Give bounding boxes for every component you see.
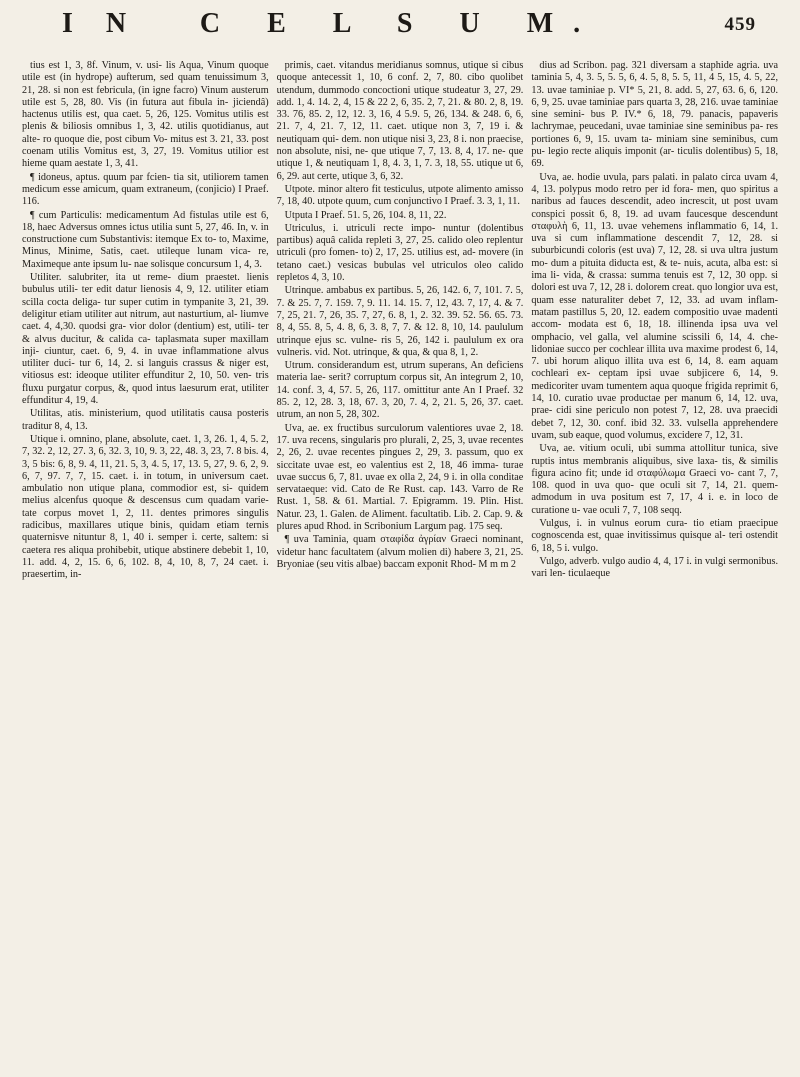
page-number: 459	[724, 14, 756, 35]
entry-paragraph: tius est 1, 3, 8f. Vinum, v. usi- lis Aqua, Vinum quoque utile est (in hydrope) aufterum, sed quam tenuissimum 3, 21, 28. si non est febricula, (in igne facro) Vinum austerum utile est 5, 28, 80. Vis (in futura aut fibula in- jiciendâ) hactenus utilis est, qua caet. 5, 26, 125. Vomitus utilis est plenis & biliosis omnibus 1, 3, 42. utilis quotidianus, aut alte- ro quoque die, post cibum Vo- mitus est 3. 21, 33. post coenam utilis Vomitus est, 3, 27, 19. Vomitus utilior est hieme quam aestate 1, 3, 41.	[22, 60, 269, 170]
entry-paragraph: Utputa I Praef. 51. 5, 26, 104. 8, 11, 22.	[284, 209, 447, 221]
entry-paragraph: Utrinque. ambabus ex partibus. 5, 26, 142. 6, 7, 101. 7. 5, 7. & 25. 7, 7. 159. 7, 9. 11. 14. 15. 7, 12, 43. 7, 17, 4. & 7. 7, 25, 21. 7, 26, 35. 7, 27, 6. 8, 1, 2. 32. 39. 52. 56. 65. 73. 8, 4, 55. 8, 5, 4. 8, 6, 3. 8, 7, 7. & 12. 8, 10, 14. paululum utrinque ejus sc. vulne- ris 5, 26, 142 i. paululum ex ora vulneris. vid. Not. utrinque, & qua, & qua 8, 1, 2.	[276, 285, 524, 358]
header-title: C E L S U M.	[199, 8, 601, 39]
header-letter: I N	[62, 8, 140, 39]
entry-paragraph: ¶ uva Taminia, quam σταφίδα ἀγρίαν Graeci nominant, videtur hanc facultatem (alvum molien di) habere 3, 21, 25. Bryoniae (seu vitis albae) baccam exponit Rhod- M m m 2	[276, 534, 524, 570]
running-header	[22, 0, 778, 60]
entry-paragraph: Utriculus, i. utriculi recte impo- nuntur (dolentibus partibus) aquâ calida repleti 3, 27, 25. calido oleo replentur utriculi (pro fomen- to) 2, 17, 25. utilius est, ad- movere (in tetano caet.) vesicas bubulas vel utriculos oleo calido repletos 4, 3, 10.	[276, 222, 524, 284]
text-columns	[22, 60, 778, 1065]
entry-paragraph: Utilitas, atis. ministerium, quod utilitatis causa posteris traditur 8, 4, 13.	[22, 408, 269, 432]
left-column	[22, 60, 269, 1065]
entry-paragraph: ¶ cum Particulis: medicamentum Ad fistulas utile est 6, 18, haec Adversus omnes ictus utilia sunt 5, 27, 46. In, v. in constructione cum Substantivis: itemque Ex to- to, Maxime, Minus, Minime, Satis, caet. utileque lunam vica- re, Maximeque ante ipsum lu- nae solisque concursum 1, 4, 3.	[22, 209, 269, 270]
entry-paragraph: Uva, ae. ex fructibus surculorum valentiores uvae 2, 18. 17. uva recens, singularis pro plurali, 2, 25, 3, uvae recentes 2, 26, 2. uvae recentes pingues 2, 29, 3. passum, quo ex siccitate uvae est, eo valentius est 2, 18, 46 imma- turae uvae succus 6, 7, 81. uvae ex olla 2, 24, 9 i. in olla conditae servataeque: vid. Cato de Re Rust. cap. 143. Varro de Re Rust. 1, 58. & 61. Martial. 7. Epigramm. 19. Plin. Hist. Natur. 23, 1. Galen. de Aliment. facultatib. Lib. 2. Cap. 9. & plures apud Rhod. in Scribonium Largum pag. 175 seq.	[276, 422, 524, 532]
entry-paragraph: Utpote. minor altero fit testiculus, utpote alimento amisso 7, 18, 40. utpote quum, cum conjunctivo I Praef. 3. 3, 1, 11.	[276, 183, 524, 208]
right-column	[531, 60, 778, 1065]
entry-paragraph: Utiliter. salubriter, ita ut reme- dium praestet. lienis bubulus utili- ter edit datur lienosis 4, 9, 12. utiliter etiam scilla cocta deliga- tur super cutim in tympanite 3, 21, 39. deligitur etiam utiliter aut nitrum, aut nasturtium, al- liumve caet. 4, 4,30. quodsi gra- vior dolor (dentium) est, utili- ter & alvus ducitur, & calida ca- taplasmata super maxillam inji- ciuntur, caet. 6, 9, 4. in uvae inflammatione alvus utiliter duci- tur 6, 14, 2. si languis crassus & niger est, vitiosus est: ideoque utiliter effunditur 2, 10, 50. ven- tris fluxu purgatur corpus, &, quod intus laesurum erat, utiliter effunditur 4, 19, 4.	[22, 272, 269, 407]
entry-paragraph: Utique i. omnino, plane, absolute, caet. 1, 3, 26. 1, 4, 5. 2, 7, 32. 2, 12, 27. 3, 6, 32. 3, 10, 9. 3, 22, 48. 3, 23, 7. 8 bis. 4, 3, 5 bis: 6, 8, 9. 4, 11, 21. 5, 3, 4. 5, 17, 13. 5, 27, 9. 6, 2, 9. 6, 7, 97. 7, 7, 15. caet. i. in totum, in universum caet. ambulatio non utique plana, commodior est, si- quidem melius alcenfus quoque & descensus cum quadam varie- tate corpus movet 1, 2, 11. dentes primores singulis radicibus, maxillares utique binis, quidam etiam ternis quaternisve nituntur 8, 1, 40 i. semper i. certe, saltem: si caetera res aliqua prohibebit, utique abstinere debebit 1, 10, 11. add. 4, 2, 15. 6, 6, 102. 8, 4, 10, 8, 7, 24 caet. i. praesertim, in-	[22, 433, 269, 581]
entry-paragraph: primis, caet. vitandus meridianus somnus, utique si cibus quoque antecessit 1, 10, 6 conf. 2, 7, 80. cibo quolibet utendum, dummodo concoctioni utique studeatur 3, 27, 29. add. 1, 4. 14. 2, 4, 15 & 22 2, 6, 35. 2, 7, 21. & 80. 2, 8, 19. 33. 76, 85. 2, 12, 12. 3, 16, 4 5.9. 5, 26, 134. & 248. 6, 6, 21. 7, 4, 21. 7, 12, 11. caet. utique non 3, 7, 19 i. & neutiquam qui- dem. non utique nisi 3, 23, 8 i. non praecise, non absolute, nisi, ne- que utique 7, 7, 13. 8, 4, 17. ne- que utique 1, & neutiquam 1, 8, 4. 3, 1, 7. 3, 18, 55. utique ut 6, 6, 29. aut certe, utique 3, 6, 32.	[276, 60, 524, 182]
entry-paragraph: Uva, ae. vitium oculi, ubi summa attollitur tunica, sive ruptis intus membranis aliquibus, sive laxa- tis, & similis figura acino fit; unde id σταφύλωμα Graeci vo- cant 7, 7, 108. quod in uva quo- que oculi sit 7, 14, 21. quem- admodum in uva positum est 7, 17, 4 i. e. in loco de curatione u- vae oculi 7, 7, 108 seqq.	[531, 443, 779, 516]
entry-paragraph: Vulgo, adverb. vulgo audio 4, 4, 17 i. in vulgi sermonibus. vari len- ticulaeque	[531, 555, 779, 580]
middle-column	[277, 60, 524, 1065]
entry-paragraph: Uva, ae. hodie uvula, pars palati. in palato circa uvam 4, 4, 13. polypus modo retro per id fora- men, quo spiritus a naribus ad fauces descendit, adeo increscit, ut post uvam conspici possit 6, 8, 19. ad uvam faucesque descendunt σταφυλὴ 6, 11, 13. uvae vehemens inflammatio 6, 14, 1. uva si cum inflammatione descendit 7, 12, 28. si suburbicundi coloris (est uva) 7, 12, 28. si uva ultra justum mo- dum a pituita diducta est, & te- nuis, acuta, alba est: si ima li- vida, & crassa: summa tenuis est 7, 12, 30 opp. si dolori est uva 7, 12, 28 i. dolorem creat. quo longior uva est, quam esse naturaliter debet 7, 12, 33. ad uvam inflam- matam pastillus 5, 20, 12. eadem compositio uvae madenti accom- modata est 6, 18, 18. illinenda ipsa uva vel omphacio, vel galla, vel alumine scissili 6, 14, 4. che- lidoniae succo per cochlear illita uva maxime prodest 6, 14, 7. ubi horum aliquo illita uva est 6, 14, 8. eam aquam cochleari ex- ceptam ipsi uvae subjicere 6, 14, 9. medicoriter uvam tumentem aqua quoque frigida reprimit 6, 14, 10. curatio uvae productae per manum 6, 14, 12. uva, prae- cidi sine periculo non potest 7, 12, 28. uva praecidi debet 7, 12, 30. conf. ibid 32. 33. vulsella apprehendere uvam, sub eaque, quod volumus, excidere 7, 12, 31.	[531, 171, 779, 441]
entry-paragraph: dius ad Scribon. pag. 321 diversam a staphide agria. uva taminia 5, 4, 3. 5, 5. 5, 6, 4. 5, 8, 5. 5, 11, 4 5, 15, 4. 5, 22, 13. uvae taminiae p. VI* 5, 21, 8. add. 5, 27, 63. 6, 6, 120. 6, 9, 25. uvae taminiae pars quarta 3, 28, 216. uvae taminiae sine semini- bus P. IV.* 6, 18, 79. panacis, papaveris lachrymae, peucedani, uvae taminiae sine seminibus pa- res portiones 6, 9, 15. uvam ta- miniam sine seminibus, cum pu- legio recte aliquis imponit (ar- ticulis dolentibus) 5, 18, 69.	[531, 60, 779, 170]
entry-paragraph: Vulgus, i. in vulnus eorum cura- tio etiam praecipue cognoscenda est, quae invitissimus quisque al- teri ostendit 6, 18, 5 i. vulgo.	[531, 517, 779, 554]
entry-paragraph: ¶ idoneus, aptus. quum par fcien- tia sit, utiliorem tamen medicum esse amicum, quam extraneum, (conjicio) I Praef. 116.	[22, 171, 269, 208]
entry-paragraph: Utrum. considerandum est, utrum superans, An deficiens materia lae- serit? corruptum corpus sit, An integrum 2, 10, 14. conf. 3, 4, 57. 5, 26, 117. omittitur ante An I Praef. 32 85. 2, 12, 28. 3, 18, 67. 3, 20, 7. 4, 2, 21. 5, 26, 37. caet. utrum, an non 5, 28, 302.	[276, 360, 524, 421]
